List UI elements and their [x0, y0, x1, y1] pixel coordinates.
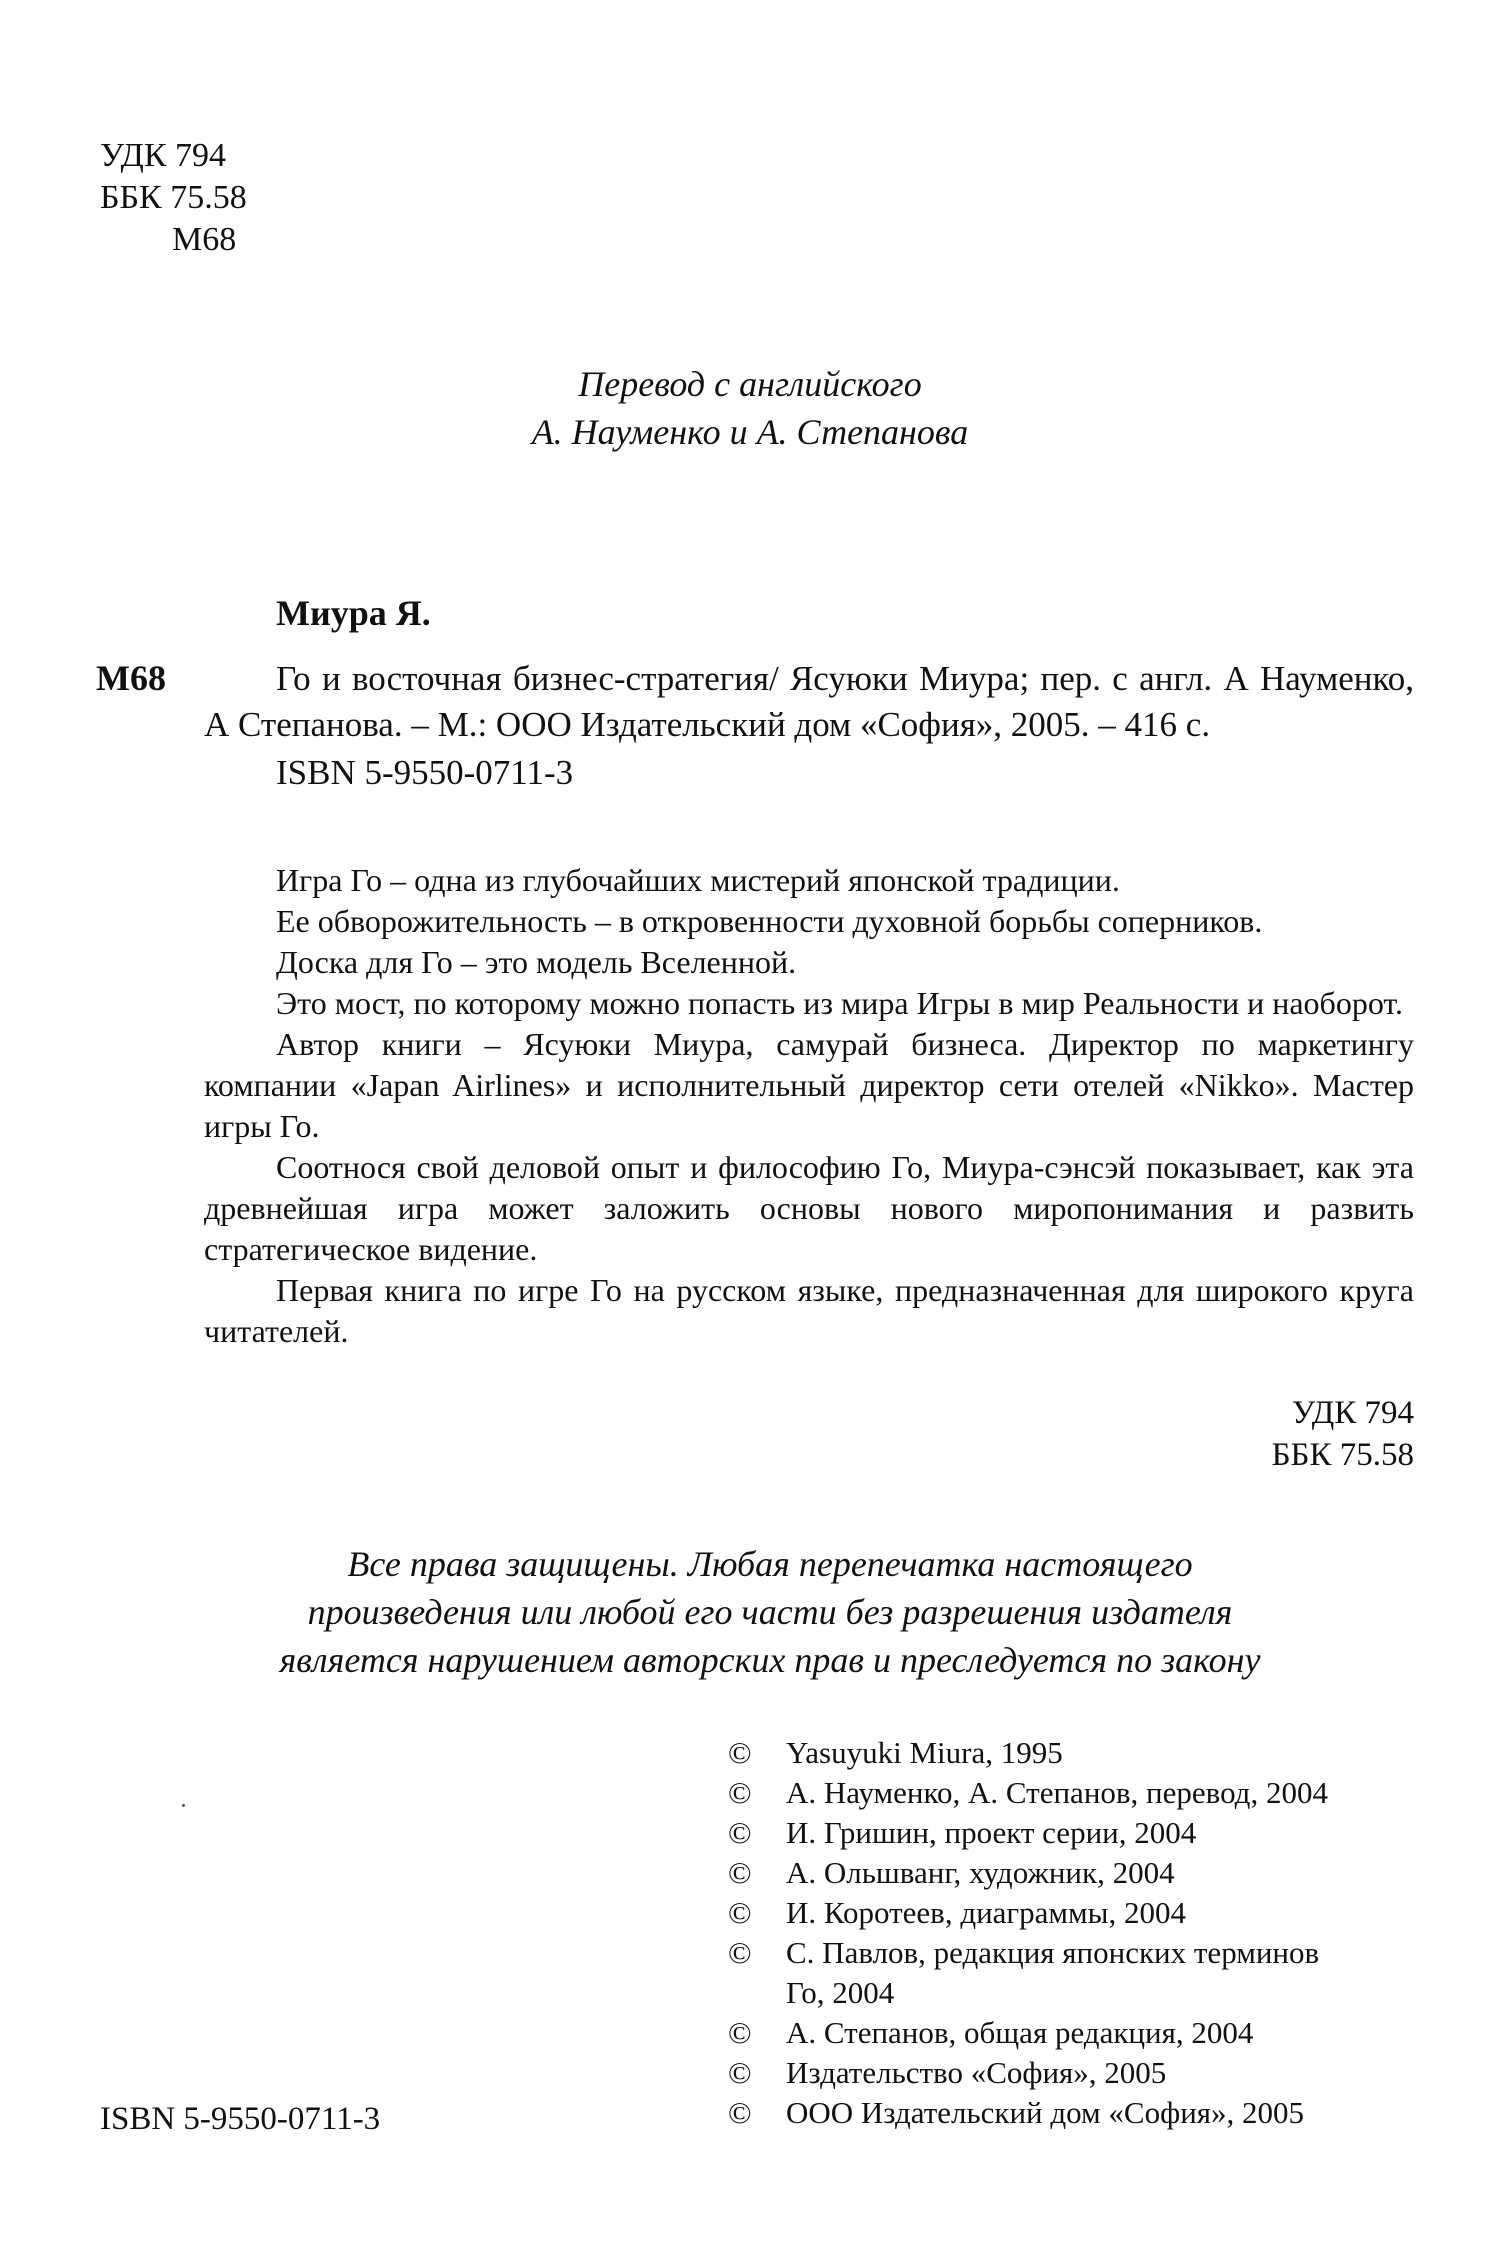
- catalog-code: М68: [96, 658, 166, 698]
- copyright-item: [728, 1853, 1428, 1893]
- copyright-item: [728, 2093, 1428, 2133]
- rights-line-2: произведения или любой его части без разрешения издателя: [307, 1592, 1233, 1632]
- author-heading: Миура Я.: [276, 593, 431, 633]
- rights-notice: [120, 1540, 1420, 1684]
- copyright-item: [728, 2053, 1428, 2093]
- copyright-text: А. Ольшванг, художник, 2004: [786, 1855, 1175, 1890]
- copyright-item: [728, 1773, 1428, 1813]
- copyright-icon: ©: [728, 2055, 752, 2090]
- translation-credit: [300, 360, 1200, 456]
- copyright-text: Издательство «София», 2005: [786, 2055, 1167, 2090]
- copyright-text: И. Гришин, проект серии, 2004: [786, 1815, 1197, 1850]
- catalog-entry: [204, 590, 1414, 796]
- copyright-text: ООО Издательский дом «София», 2005: [786, 2095, 1305, 2130]
- copyright-icon: ©: [728, 2095, 752, 2130]
- copyright-item: [728, 2013, 1428, 2053]
- copyright-text: Yasuyuki Miura, 1995: [786, 1735, 1063, 1770]
- annotation-paragraph: Доска для Го – это модель Вселенной.: [276, 944, 797, 980]
- copyright-item: [728, 1733, 1428, 1773]
- annotation-paragraph: Первая книга по игре Го на русском языке, предназначенная для широкого круга читателей.: [204, 1272, 1414, 1349]
- udk-code: УДК 794: [1291, 1395, 1414, 1431]
- copyright-icon: ©: [728, 1775, 752, 1810]
- annotation-paragraph: Ее обворожительность – в откровенности духовной борьбы соперников.: [276, 903, 1263, 939]
- copyright-icon: ©: [728, 1735, 752, 1770]
- copyright-text-continued: Го, 2004: [786, 1975, 895, 2010]
- top-classification: [100, 135, 247, 261]
- bbk-code: ББК 75.58: [1271, 1437, 1414, 1473]
- translation-line-1: Перевод с английского: [578, 364, 922, 404]
- copyright-icon: ©: [728, 2015, 752, 2050]
- catalog-entry-text: Го и восточная бизнес-стратегия/ Ясуюки Миура; пер. с англ. А Науменко, А Степанова. – М.: ООО Издательский дом «София», 2005. – 416 с.: [204, 659, 1414, 744]
- copyright-text: С. Павлов, редакция японских терминов: [786, 1935, 1320, 1970]
- annotation-paragraph: Автор книги – Ясуюки Миура, самурай бизнеса. Директор по маркетингу компании «Japan Airlines» и исполнительный директор сети отелей «Nikko». Мастер игры Го.: [204, 1026, 1414, 1144]
- copyright-text: А. Степанов, общая редакция, 2004: [786, 2015, 1254, 2050]
- copyright-item: [728, 1933, 1428, 2013]
- author-sign-code: М68: [172, 221, 237, 258]
- scan-speck: [182, 1804, 185, 1807]
- annotation-paragraph: Это мост, по которому можно попасть из мира Игры в мир Реальности и наоборот.: [276, 985, 1403, 1021]
- translation-line-2: А. Науменко и А. Степанова: [531, 412, 969, 452]
- annotation: [204, 860, 1414, 1352]
- right-classification: [1272, 1392, 1414, 1476]
- annotation-paragraph: Игра Го – одна из глубочайших мистерий японской традиции.: [276, 862, 1120, 898]
- copyright-icon: ©: [728, 1935, 752, 1970]
- catalog-isbn: ISBN 5-9550-0711-3: [276, 753, 574, 792]
- copyright-item: [728, 1893, 1428, 1933]
- bottom-isbn: ISBN 5-9550-0711-3: [100, 2101, 381, 2137]
- copyright-icon: ©: [728, 1815, 752, 1850]
- rights-line-3: является нарушением авторских прав и преследуется по закону: [279, 1640, 1261, 1680]
- annotation-paragraph: Соотнося свой деловой опыт и философию Го, Миура-сэнсэй показывает, как эта древнейшая игра может заложить основы нового миропонимания и развить стратегическое видение.: [204, 1149, 1414, 1267]
- copyright-text: И. Коротеев, диаграммы, 2004: [786, 1895, 1186, 1930]
- copyright-item: [728, 1813, 1428, 1853]
- copyright-text: А. Науменко, А. Степанов, перевод, 2004: [786, 1775, 1328, 1810]
- udk-code: УДК 794: [100, 137, 227, 174]
- rights-line-1: Все права защищены. Любая перепечатка настоящего: [347, 1544, 1193, 1584]
- copyright-list: [728, 1733, 1428, 2133]
- copyright-icon: ©: [728, 1855, 752, 1890]
- copyright-icon: ©: [728, 1895, 752, 1930]
- bbk-code: ББК 75.58: [100, 179, 247, 216]
